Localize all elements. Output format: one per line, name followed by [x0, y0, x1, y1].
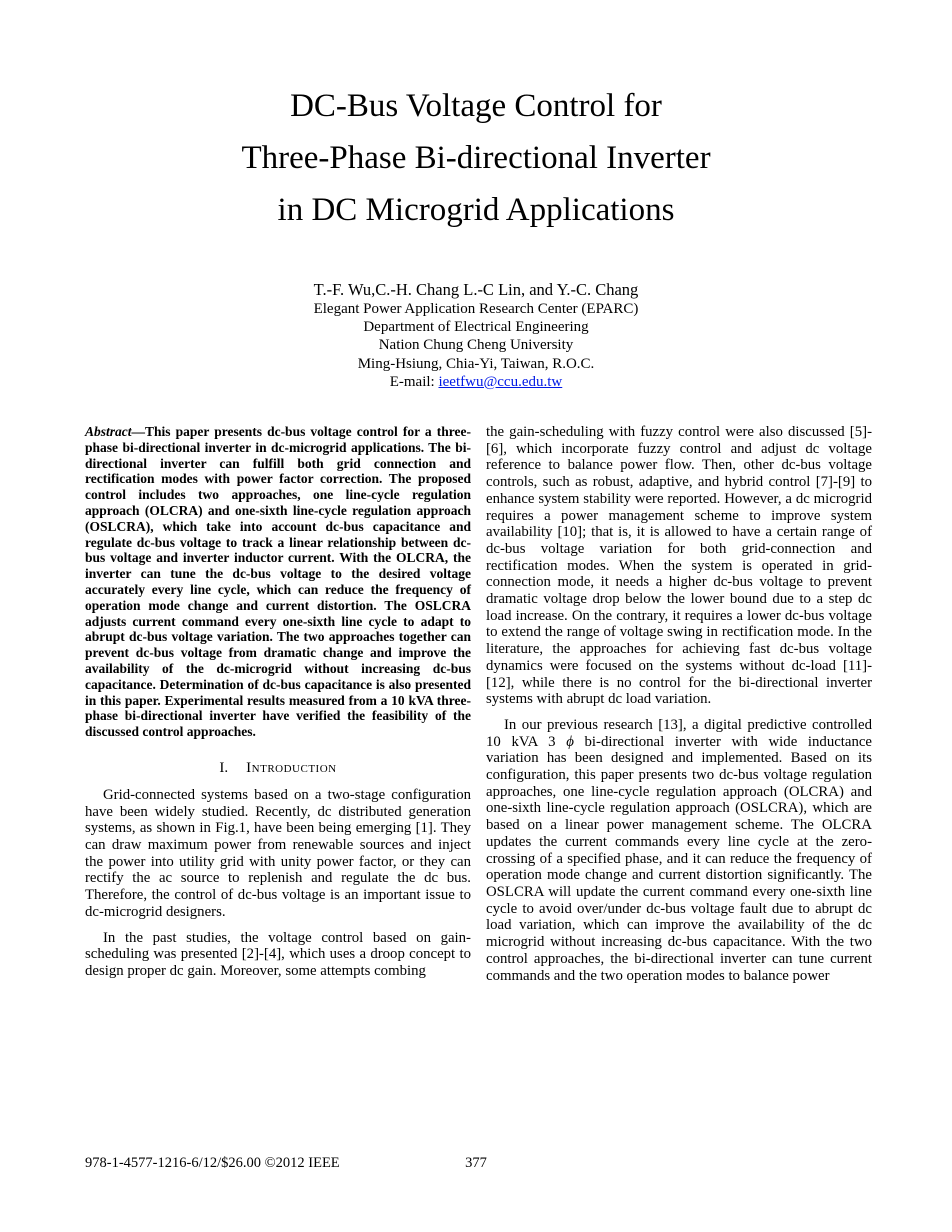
authors-block	[0, 279, 952, 391]
title-line-3: in DC Microgrid Applications	[277, 192, 675, 228]
title-line-2: Three-Phase Bi-directional Inverter	[241, 140, 711, 176]
affiliation-line-1: Elegant Power Application Research Center (EPARC)	[313, 301, 639, 317]
phi-symbol: ϕ	[566, 733, 574, 750]
section-number: I.	[219, 759, 229, 776]
page-number: 377	[465, 1155, 487, 1171]
email-line	[0, 373, 952, 391]
paragraph-text-post: bi-directional inverter with wide inductance variation has been designed and implemented. Based on its configuration, this paper presents two dc-bus voltage regulation approaches, one line-cycle regulation approach (OLCRA) and one-sixth line-cycle regulation approach (OSLCRA), which are based on a linear power management scheme. The OLCRA updates the current commands every line cycle at the zero-crossing of a specified phase, and it can reduce the frequency of operation mode change and current distortion significantly. The OSLCRA will update the current command every one-sixth line cycle to avoid over/under dc-bus voltage fault due to abrupt dc load variation, which can improve the availability of the dc microgrid without increasing dc-bus capacitance. With the two control approaches, the bi-directional inverter can tune current commands and the two operation modes to balance power	[486, 733, 872, 984]
title-line-1: DC-Bus Voltage Control for	[290, 88, 662, 124]
email-link[interactable]: ieetfwu@ccu.edu.tw	[438, 373, 563, 390]
intro-paragraph-3: the gain-scheduling with fuzzy control were also discussed [5]-[6], which incorporate fuzzy control and adjust dc voltage reference to balance power flow. Then, other dc-bus voltage controls, such as robust, adaptive, and hybrid control [7]-[9] to enhance system stability were reported. However, a dc microgrid requires a power management scheme to improve system availability [10]; that is, it is allowed to have a certain range of dc-bus voltage variation for both grid-connection and rectification modes. When the system is operated in grid-connection mode, it needs a higher dc-bus voltage to prevent dramatic voltage drop below the lower bound due to a step dc load increase. On the contrary, it requires a lower dc-bus voltage to extend the range of voltage swing in rectification mode. In the literature, the approaches for achieving fast dc-bus voltage dynamics were focused on the systems without dc-load [11]-[12], while there is no control for the bi-directional inverter systems with abrupt dc load variation.	[486, 424, 872, 708]
section-heading-introduction	[85, 760, 471, 777]
affiliation-line-2: Department of Electrical Engineering	[363, 319, 589, 336]
paragraph-text-pre: In our previous research [13], a digital predictive controlled 10 kVA 3	[486, 716, 872, 750]
abstract	[85, 424, 471, 740]
paper-title	[0, 80, 952, 236]
intro-paragraph-4	[486, 717, 872, 984]
author-names: T.-F. Wu,C.-H. Chang L.-C Lin, and Y.-C. Chang	[313, 280, 639, 299]
email-label: E-mail:	[389, 373, 439, 390]
abstract-lead: Abstract	[85, 424, 132, 439]
affiliation-line-4: Ming-Hsiung, Chia-Yi, Taiwan, R.O.C.	[357, 355, 595, 372]
abstract-dash: —	[131, 424, 146, 439]
affiliation-line-3: Nation Chung Cheng University	[378, 337, 574, 354]
right-column	[486, 424, 872, 984]
abstract-body: This paper presents dc-bus voltage control for a three-phase bi-directional inverter in dc-microgrid applications. The bi-directional inverter can fulfill both grid connection and rectification modes with power factor correction. The proposed control includes two approaches, one line-cycle regulation approach (OLCRA) and one-sixth line-cycle regulation approach (OSLCRA), which take into account dc-bus capacitance and regulate dc-bus voltage to track a linear relationship between dc-bus voltage and inverter inductor current. With the OLCRA, the inverter can tune the dc-bus voltage to the desired voltage accurately every line cycle, which can reduce the frequency of operation mode change and current distortion. The OSLCRA adjusts current command every one-sixth line cycle to adapt to abrupt dc-bus voltage variation. The two approaches together can prevent dc-bus voltage from dramatic change and improve the availability of the dc-microgrid without increasing dc-bus capacitance. Determination of dc-bus capacitance is also presented in this paper. Experimental results measured from a 10 kVA three-phase bi-directional inverter have verified the feasibility of the discussed control approaches.	[85, 424, 471, 740]
section-title: Introduction	[246, 759, 337, 776]
intro-paragraph-2: In the past studies, the voltage control based on gain-scheduling was presented [2]-[4], which uses a droop concept to design proper dc gain. Moreover, some attempts combing	[85, 929, 471, 979]
left-column	[85, 424, 471, 980]
footer-copyright: 978-1-4577-1216-6/12/$26.00 ©2012 IEEE	[85, 1155, 340, 1171]
intro-paragraph-1: Grid-connected systems based on a two-stage configuration have been widely studied. Recently, dc distributed generation systems, as shown in Fig.1, have been being emerging [1]. They can draw maximum power from renewable sources and inject the power into utility grid with unity power factor, or they can rectify the ac source to replenish and regulate the dc bus. Therefore, the control of dc-bus voltage is an important issue to dc-microgrid designers.	[85, 786, 471, 920]
